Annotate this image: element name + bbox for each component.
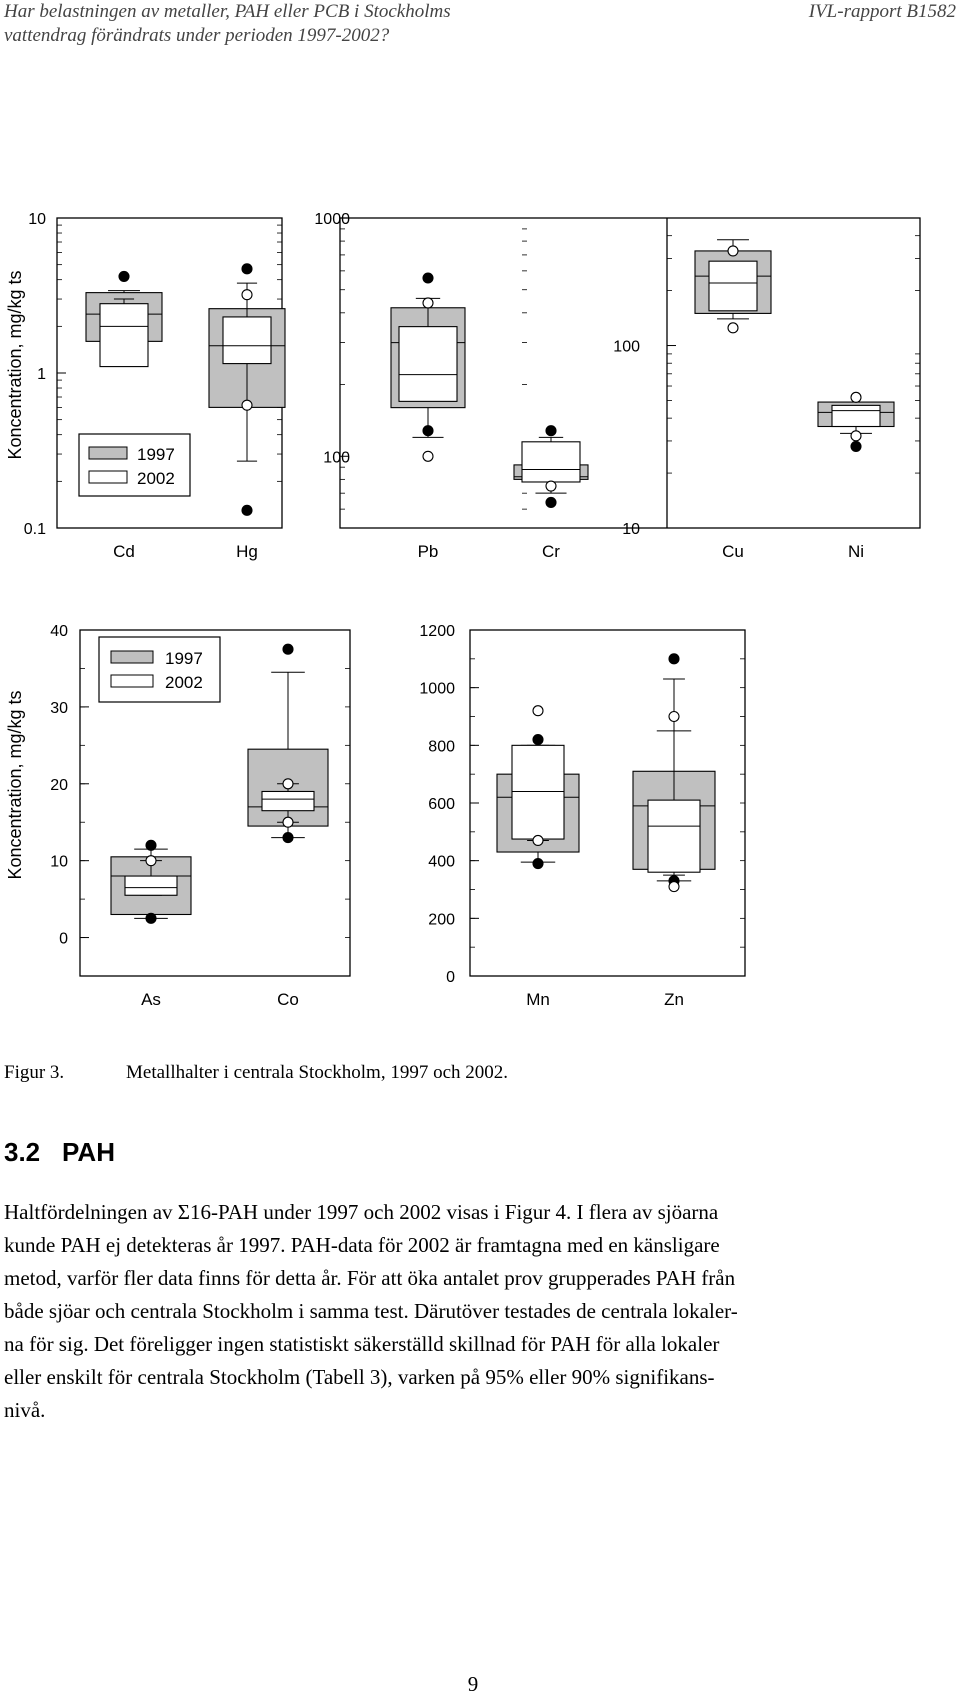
y-tick-label: 1200: [419, 623, 455, 640]
header-title-line-2: vattendrag förändrats under perioden 1997-2002?: [4, 25, 390, 46]
outlier-point: [283, 779, 293, 789]
outlier-point: [546, 497, 556, 507]
figure-caption-text: Metallhalter i centrala Stockholm, 1997 och 2002.: [126, 1062, 509, 1083]
legend-top: [79, 434, 190, 496]
y-tick-label: 0: [446, 969, 455, 986]
outlier-point: [283, 833, 293, 843]
outlier-point: [146, 840, 156, 850]
outlier-point: [546, 426, 556, 436]
body-line: nivå.: [4, 1398, 46, 1422]
y-tick-label: 0.1: [23, 521, 46, 538]
body-line: både sjöar och centrala Stockholm i samma test. Därutöver testades de centrala lokaler-: [4, 1299, 738, 1323]
body-line: metod, varför fler data finns för detta år. För att öka antalet prov grupperades PAH från: [4, 1266, 736, 1290]
box-body: [522, 442, 580, 482]
body-line: eller enskilt för centrala Stockholm (Tabell 3), varken på 95% eller 90% signifikans-: [4, 1365, 715, 1389]
outlier-point: [119, 271, 129, 281]
outlier-point: [851, 431, 861, 441]
section-heading: [4, 1137, 115, 1168]
x-category-label: Zn: [664, 990, 684, 1009]
box-mn-2002: [512, 706, 564, 846]
box-ni-2002: [832, 392, 880, 440]
box-body: [832, 405, 880, 426]
outlier-point: [851, 441, 861, 451]
legend-swatch-2002: [111, 675, 153, 687]
y-tick-label: 1: [37, 366, 46, 383]
y-tick-label: 30: [50, 699, 68, 717]
outlier-point: [423, 298, 433, 308]
y-tick-label: 1000: [419, 680, 455, 698]
section-title: PAH: [62, 1137, 115, 1167]
body-line: kunde PAH ej detekteras år 1997. PAH-data för 2002 är framtagna med en känsligare: [4, 1233, 720, 1257]
outlier-point: [283, 644, 293, 654]
outlier-point: [533, 859, 543, 869]
outlier-point: [146, 856, 156, 866]
outlier-point: [242, 264, 252, 274]
outlier-point: [533, 706, 543, 716]
legend-label-2002: 2002: [165, 673, 203, 692]
y-tick-label: 1000: [314, 211, 350, 228]
box-body: [709, 261, 757, 311]
box-body: [512, 745, 564, 839]
y-tick-label: 800: [428, 738, 455, 756]
outlier-point: [546, 481, 556, 491]
page-number: 9: [467, 1672, 479, 1696]
metal-boxplot-figure: [0, 180, 960, 1020]
y-tick-label: 20: [50, 776, 68, 794]
x-category-label: Cd: [113, 542, 135, 561]
legend-label-1997: 1997: [165, 649, 203, 668]
legend-swatch-1997: [111, 651, 153, 663]
box-body: [223, 317, 271, 364]
box-body: [648, 800, 700, 872]
y-tick-label: 40: [50, 623, 68, 640]
outlier-point: [728, 246, 738, 256]
box-cd-2002: [100, 299, 148, 367]
legend-swatch-2002: [89, 471, 127, 483]
y-tick-label: 100: [613, 338, 640, 356]
outlier-point: [728, 323, 738, 333]
outlier-point: [242, 505, 252, 515]
y-tick-label: 600: [428, 796, 455, 813]
body-line: Haltfördelningen av Σ16-PAH under 1997 och 2002 visas i Figur 4. I flera av sjöarna: [4, 1200, 719, 1224]
x-category-label: Pb: [417, 542, 439, 561]
y-tick-label: 10: [50, 853, 68, 871]
box-body: [125, 876, 177, 895]
x-category-label: Hg: [236, 542, 258, 561]
box-body: [262, 791, 314, 810]
figure-caption: [4, 1062, 508, 1084]
x-category-label: Mn: [526, 990, 550, 1009]
box-body: [100, 304, 148, 367]
y-tick-label: 10: [28, 211, 46, 228]
outlier-point: [669, 712, 679, 722]
box-body: [399, 327, 457, 402]
y-axis-label-top: Koncentration, mg/kg ts: [5, 270, 25, 460]
y-tick-label: 400: [428, 853, 455, 871]
y-tick-label: 100: [323, 449, 350, 467]
body-paragraph: [4, 1196, 944, 1427]
figure-caption-number: Figur 3.: [4, 1062, 65, 1083]
outlier-point: [242, 400, 252, 410]
legend-label-1997: 1997: [137, 445, 175, 464]
outlier-point: [423, 451, 433, 461]
x-category-label: Cu: [722, 542, 744, 561]
legend-bottom: [99, 637, 220, 702]
outlier-point: [669, 654, 679, 664]
y-tick-label: 0: [59, 930, 68, 948]
x-category-label: As: [141, 990, 161, 1009]
outlier-point: [533, 735, 543, 745]
outlier-point: [851, 392, 861, 402]
body-line: na för sig. Det föreligger ingen statistiskt säkerställd skillnad för PAH för alla lokaler: [4, 1332, 720, 1356]
outlier-point: [283, 817, 293, 827]
section-number: 3.2: [4, 1137, 41, 1167]
outlier-point: [242, 290, 252, 300]
outlier-point: [533, 835, 543, 845]
outlier-point: [423, 273, 433, 283]
report-number: IVL-rapport B1582: [808, 1, 956, 22]
box-cr-2002: [522, 437, 580, 491]
legend-label-2002: 2002: [137, 469, 175, 488]
outlier-point: [423, 426, 433, 436]
y-tick-label: 200: [428, 911, 455, 929]
header-title-line-1: Har belastningen av metaller, PAH eller PCB i Stockholms: [4, 1, 451, 22]
outlier-point: [146, 913, 156, 923]
y-axis-label-bottom: Koncentration, mg/kg ts: [5, 690, 25, 880]
page-header-title: [4, 0, 451, 48]
x-category-label: Co: [277, 990, 299, 1009]
y-tick-label: 10: [622, 521, 640, 538]
legend-swatch-1997: [89, 447, 127, 459]
x-category-label: Ni: [847, 542, 865, 561]
x-category-label: Cr: [542, 542, 560, 561]
outlier-point: [669, 882, 679, 892]
